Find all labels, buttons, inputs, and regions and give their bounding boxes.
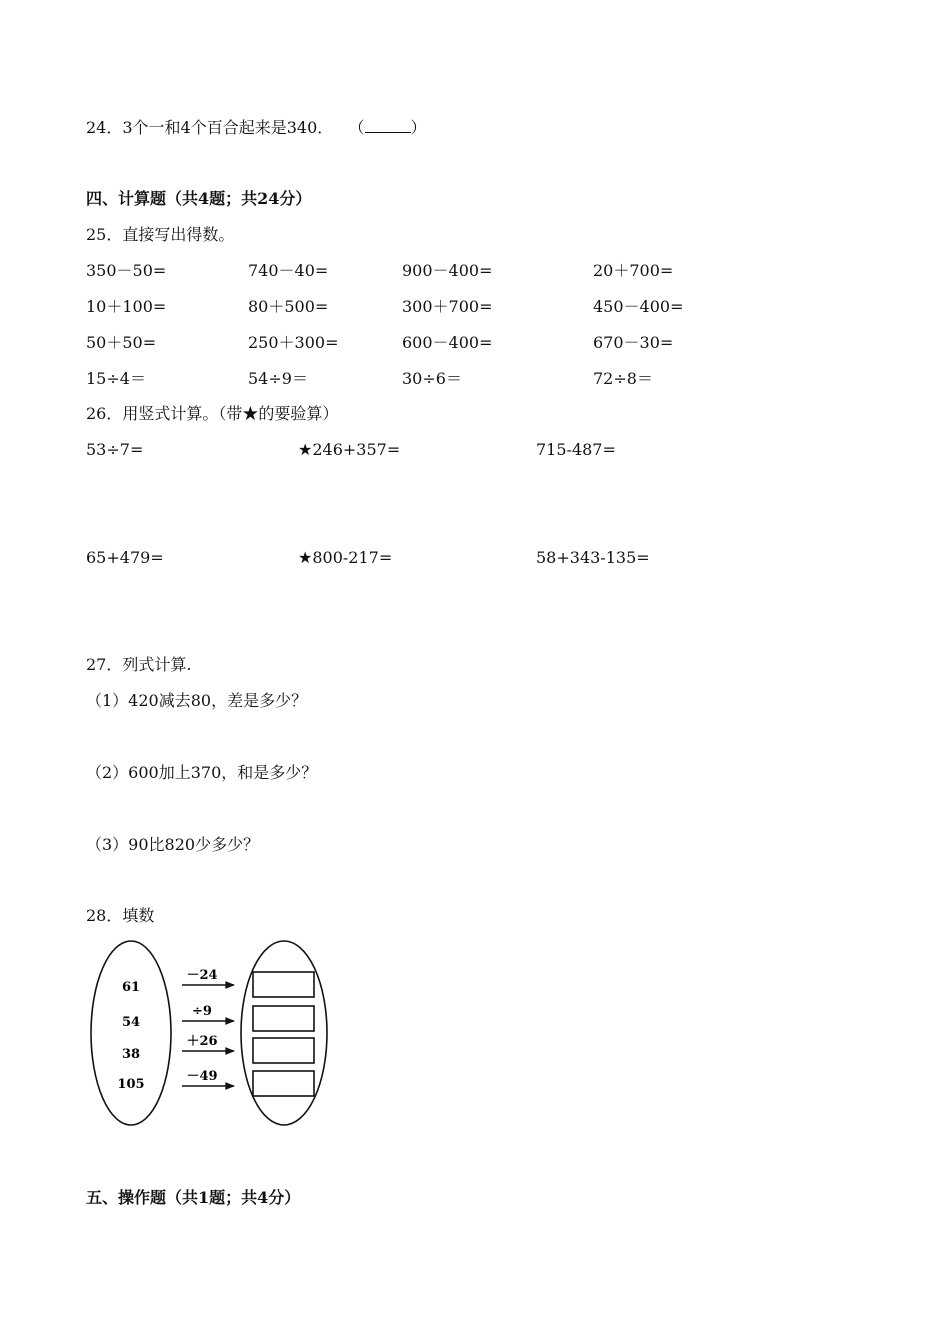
q25-item: 900－400= xyxy=(402,261,493,280)
q25-item: 30÷6＝ xyxy=(402,369,462,388)
q26-item: 53÷7= xyxy=(86,440,144,459)
operation-label: ＋26 xyxy=(186,1034,218,1049)
q27-item: （1）420减去80，差是多少？ xyxy=(86,691,308,710)
right-ellipse xyxy=(241,941,327,1125)
question-26-title: 26．用竖式计算。（带★的要验算） xyxy=(86,404,339,423)
q26-item: 715-487= xyxy=(536,440,616,459)
q26-item: 65+479= xyxy=(86,548,164,567)
q27-item: （2）600加上370，和是多少？ xyxy=(86,763,318,782)
q25-item: 250＋300= xyxy=(248,333,339,352)
operation-label: －24 xyxy=(186,968,218,983)
answer-box[interactable] xyxy=(253,1038,314,1063)
diagram-number: 54 xyxy=(121,1015,141,1030)
diagram-number: 38 xyxy=(121,1047,141,1062)
q25-item: 10＋100= xyxy=(86,297,167,316)
q25-item: 300＋700= xyxy=(402,297,493,316)
answer-blank[interactable] xyxy=(365,118,411,133)
question-28-title: 28．填数 xyxy=(86,906,155,925)
q25-item: 670－30= xyxy=(593,333,674,352)
q25-item: 350－50= xyxy=(86,261,167,280)
q25-item: 15÷4＝ xyxy=(86,369,146,388)
q25-item: 450－400= xyxy=(593,297,684,316)
answer-paren-close: ） xyxy=(410,118,427,137)
q25-item: 600－400= xyxy=(402,333,493,352)
question-27-title: 27．列式计算. xyxy=(86,655,192,674)
question-24-text: 24．3个一和4个百合起来是340． xyxy=(86,118,334,137)
operation-label: －49 xyxy=(186,1069,218,1084)
diagram-number: 105 xyxy=(117,1077,145,1092)
q25-item: 50＋50= xyxy=(86,333,157,352)
q25-item: 54÷9＝ xyxy=(248,369,308,388)
section-4-title: 四、计算题（共4题；共24分） xyxy=(86,189,312,208)
q25-item: 80＋500= xyxy=(248,297,329,316)
q26-item: 58+343-135= xyxy=(536,548,650,567)
question-24 xyxy=(86,118,427,138)
operation-label: ÷9 xyxy=(192,1004,212,1019)
fill-number-diagram xyxy=(86,934,336,1130)
answer-box[interactable] xyxy=(253,1006,314,1031)
answer-paren-open: （ xyxy=(348,118,365,137)
q25-item: 740－40= xyxy=(248,261,329,280)
question-25-title: 25．直接写出得数。 xyxy=(86,225,235,244)
diagram-number: 61 xyxy=(121,980,141,995)
answer-box[interactable] xyxy=(253,1071,314,1096)
answer-box[interactable] xyxy=(253,972,314,997)
q26-item: ★800-217= xyxy=(298,548,393,567)
q27-item: （3）90比820少多少？ xyxy=(86,835,260,854)
section-5-title: 五、操作题（共1题；共4分） xyxy=(86,1188,301,1207)
left-ellipse xyxy=(91,941,171,1125)
q25-item: 20＋700= xyxy=(593,261,674,280)
q26-item: ★246+357= xyxy=(298,440,401,459)
q25-item: 72÷8＝ xyxy=(593,369,653,388)
